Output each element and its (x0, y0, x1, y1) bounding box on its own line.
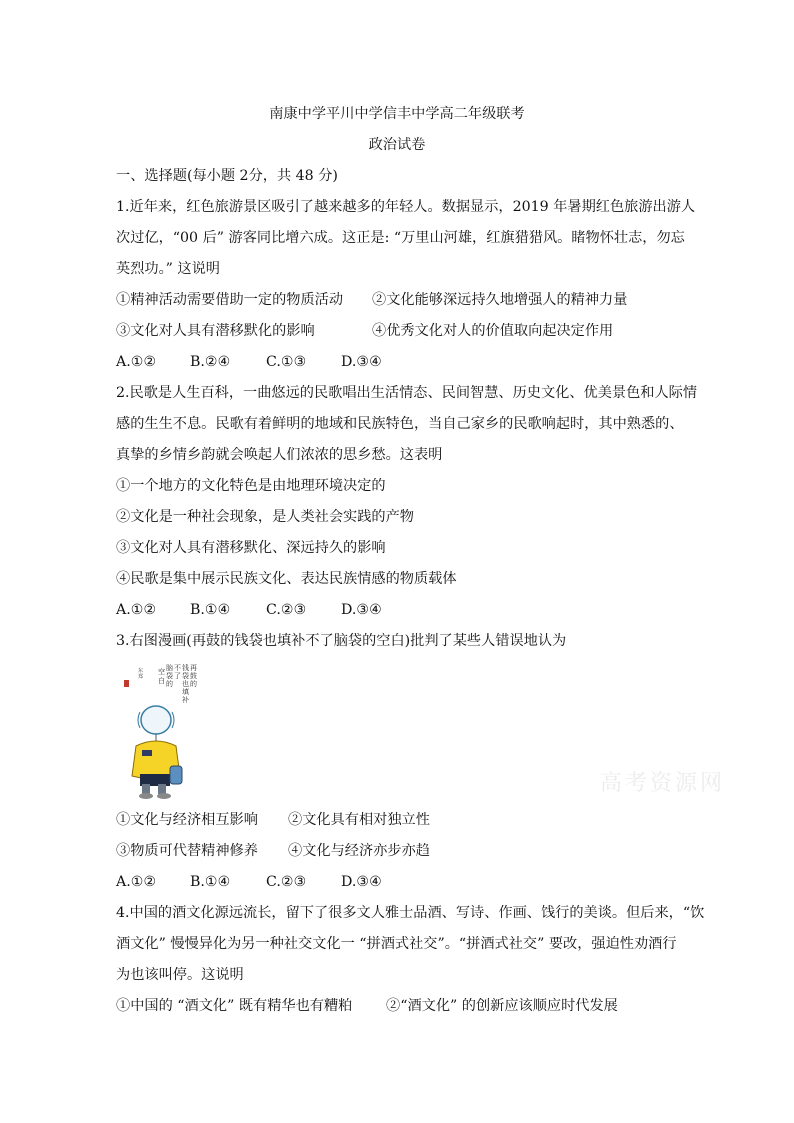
q2-choice-a: A.①② (116, 602, 157, 618)
q4-stem-line-2: 酒文化” 慢慢异化为另一种社交文化一 “拼酒式社交”。“拼酒式社交” 要改，强迫性劝酒行 (116, 936, 677, 952)
faint-watermark: 高考资源网 (600, 771, 726, 796)
exam-title: 南康中学平川中学信丰中学高二年级联考 (269, 106, 525, 122)
svg-text:的: 的 (166, 680, 173, 688)
cartoon-figure-icon (112, 660, 204, 800)
q3-choice-c: C.②③ (266, 874, 307, 890)
q3-item-1: ①文化与经济相互影响 (116, 812, 258, 828)
svg-text:空: 空 (158, 668, 165, 676)
svg-text:郑: 郑 (138, 674, 144, 680)
q2-item-2: ②文化是一种社会现象，是人类社会实践的产物 (116, 509, 414, 525)
q2-stem-line-3: 真挚的乡情乡韵就会唤起人们浓浓的思乡愁。这表明 (116, 447, 443, 463)
q3-choice-a: A.①② (116, 874, 157, 890)
q3-choice-d: D.③④ (341, 874, 382, 890)
q2-item-1: ①一个地方的文化特色是由地理环境决定的 (116, 478, 386, 494)
q3-choice-b: B.①④ (190, 874, 231, 890)
svg-text:也: 也 (182, 680, 189, 688)
q2-choice-c: C.②③ (266, 602, 307, 618)
q1-stem-line-3: 英烈功。” 这说明 (116, 261, 220, 277)
cartoon-illustration (112, 660, 204, 800)
q1-item-4: ④优秀文化对人的价值取向起决定作用 (372, 323, 614, 339)
svg-text:东: 东 (138, 668, 144, 674)
q2-stem-line-1: 2.民歌是人生百科，一曲悠远的民歌唱出生活情态、民间智慧、历史文化、优美景色和人际情 (116, 385, 698, 401)
q2-choice-b: B.①④ (190, 602, 231, 618)
svg-text:的: 的 (190, 680, 197, 688)
q3-item-4: ④文化与经济亦步亦趋 (288, 843, 430, 859)
q2-item-4: ④民歌是集中展示民族文化、表达民族情感的物质载体 (116, 571, 457, 587)
q4-item-2: ②“酒文化” 的创新应该顺应时代发展 (386, 998, 618, 1014)
q1-item-1: ①精神活动需要借助一定的物质活动 (116, 292, 344, 308)
q1-choice-c: C.①③ (266, 354, 307, 370)
q1-item-2: ②文化能够深远持久地增强人的精神力量 (372, 292, 628, 308)
q1-stem-line-2: 次过亿，“00 后” 游客同比增六成。这正是: “万里山河雄，红旗猎猎风。睹物怀壮志，勿忘 (116, 230, 685, 246)
svg-text:脑: 脑 (166, 664, 173, 672)
svg-text:不: 不 (174, 664, 181, 672)
svg-text:填: 填 (182, 688, 189, 696)
svg-text:了: 了 (174, 672, 181, 680)
q3-item-3: ③物质可代替精神修养 (116, 843, 258, 859)
q2-stem-line-2: 感的生生不息。民歌有着鲜明的地域和民族特色，当自己家乡的民歌响起时，其中熟悉的、 (116, 416, 684, 432)
svg-text:钱: 钱 (182, 664, 189, 672)
q4-stem-line-3: 为也该叫停。这说明 (116, 967, 244, 983)
svg-text:鼓: 鼓 (190, 672, 197, 680)
svg-text:袋: 袋 (166, 672, 173, 680)
svg-text:袋: 袋 (182, 672, 189, 680)
q4-stem-line-1: 4.中国的酒文化源远流长，留下了很多文人雅士品酒、写诗、作画、饯行的美谈。但后来，“饮 (116, 905, 705, 921)
svg-text:再: 再 (190, 664, 197, 672)
q4-item-1: ①中国的 “酒文化” 既有精华也有糟粕 (116, 998, 353, 1014)
q1-stem-line-1: 1.近年来，红色旅游景区吸引了越来越多的年轻人。数据显示，2019 年暑期红色旅游出游人 (116, 199, 696, 215)
svg-text:白: 白 (158, 677, 165, 685)
q1-choice-d: D.③④ (341, 354, 382, 370)
q3-item-2: ②文化具有相对独立性 (288, 812, 430, 828)
q1-item-3: ③文化对人具有潜移默化的影响 (116, 323, 315, 339)
q2-choice-d: D.③④ (341, 602, 382, 618)
q3-stem-line-1: 3.右图漫画(再鼓的钱袋也填补不了脑袋的空白)批判了某些人错误地认为 (116, 633, 567, 649)
q2-item-3: ③文化对人具有潜移默化、深远持久的影响 (116, 540, 386, 556)
exam-subject: 政治试卷 (368, 137, 426, 153)
svg-text:补: 补 (182, 696, 189, 704)
section-heading: 一、选择题(每小题 2分，共 48 分) (116, 168, 338, 184)
q1-choice-a: A.①② (116, 354, 157, 370)
q1-choice-b: B.②④ (190, 354, 231, 370)
